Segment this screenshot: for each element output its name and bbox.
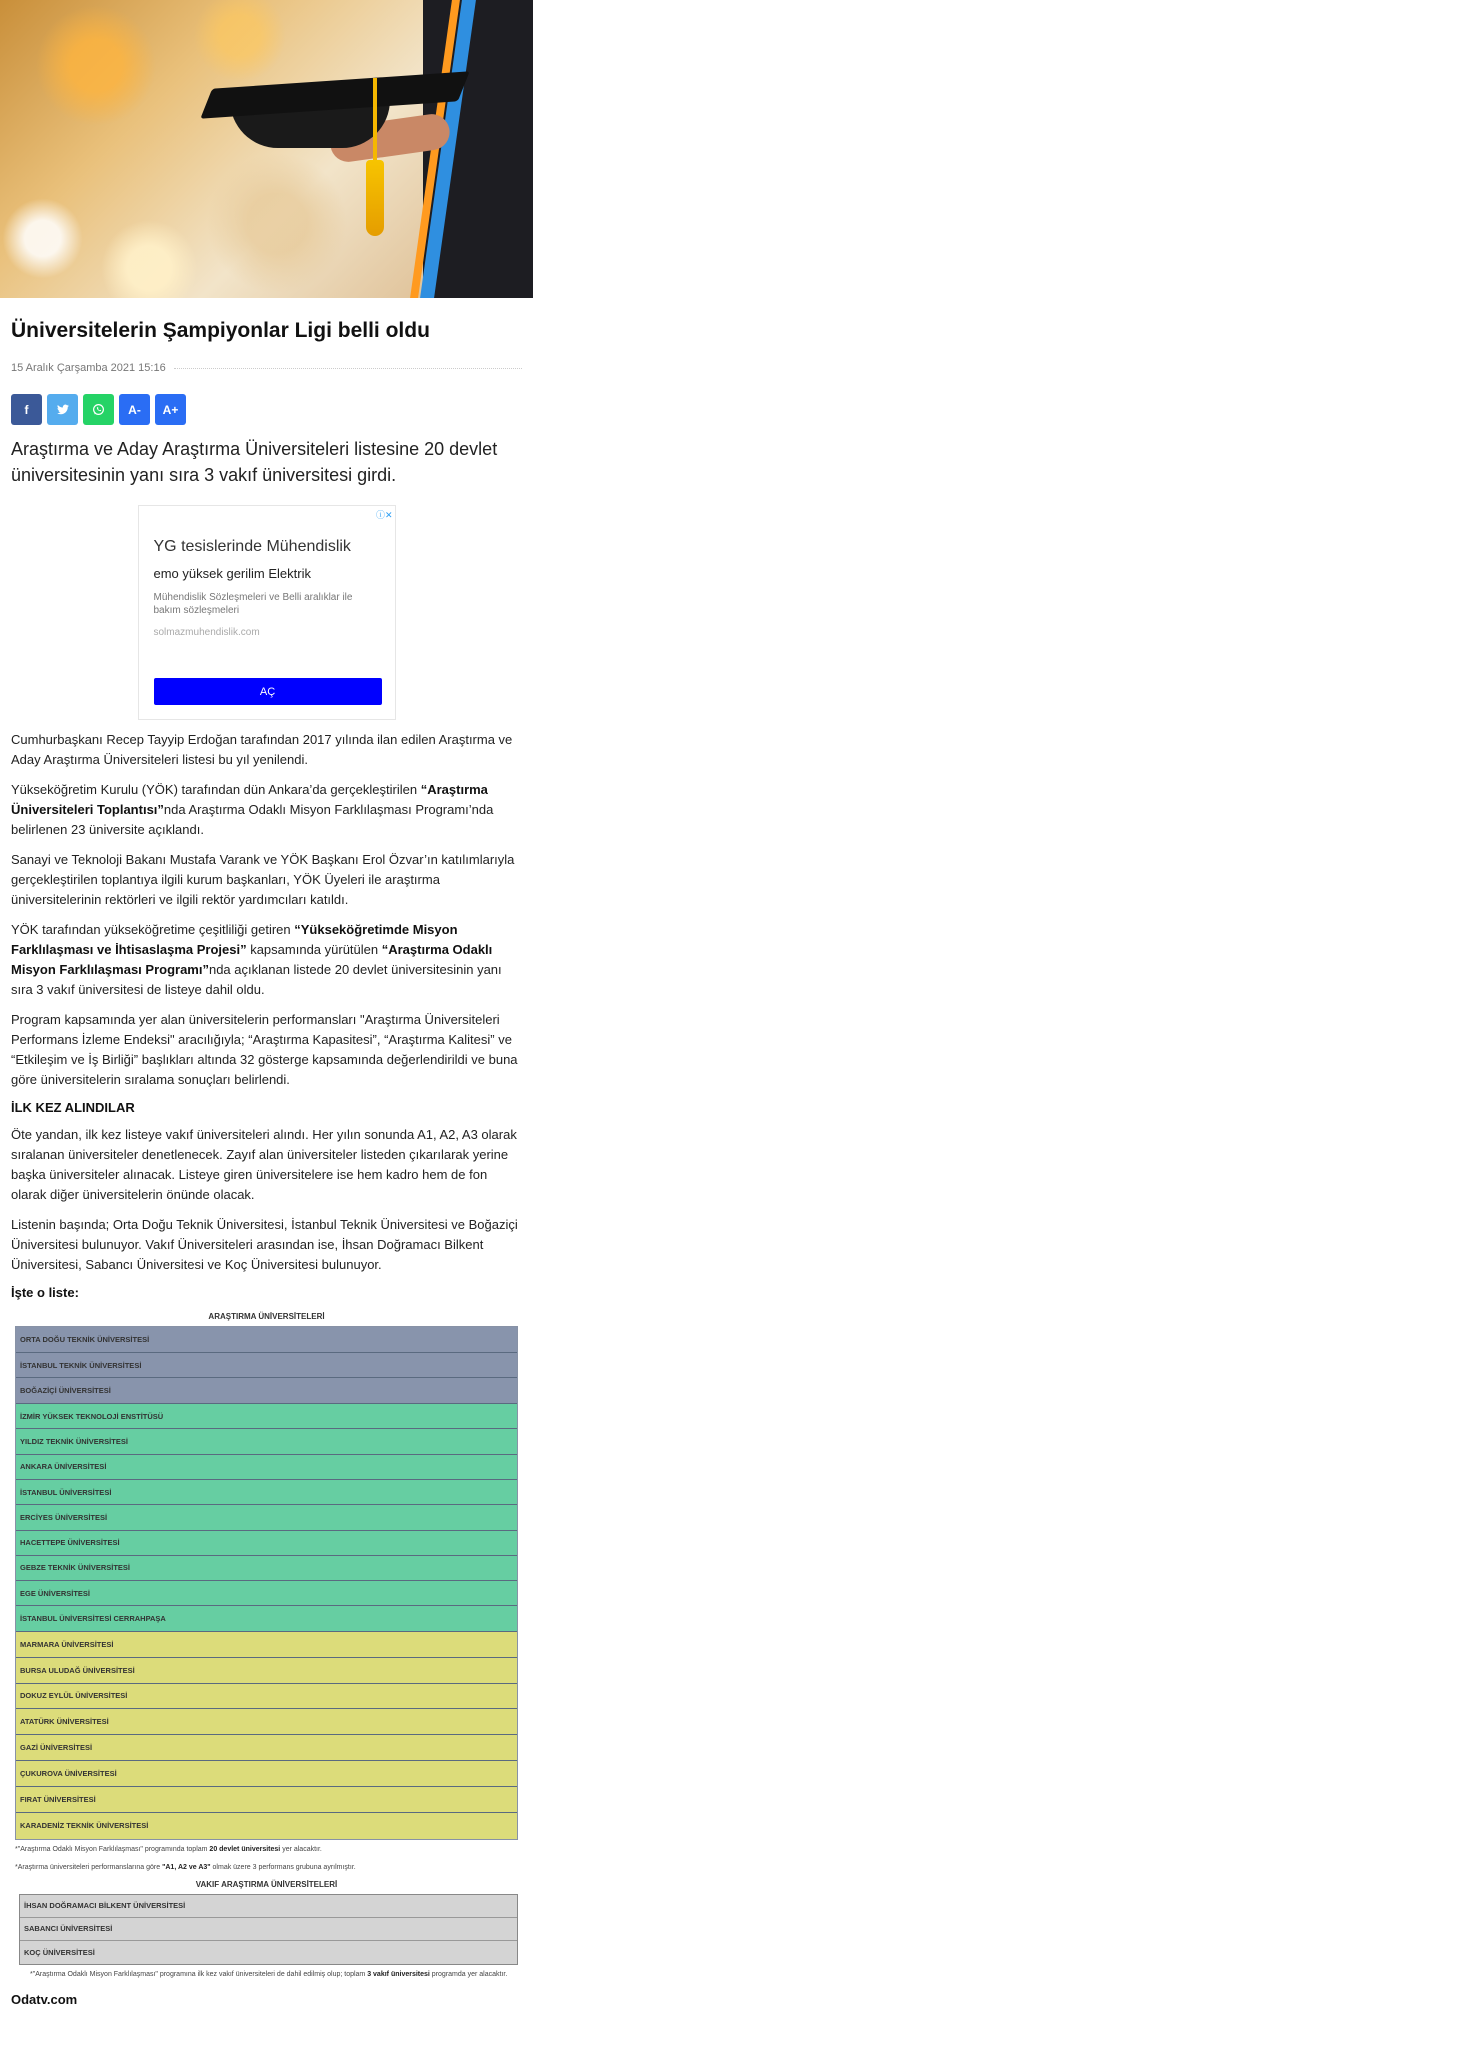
table-row: ÇUKUROVA ÜNİVERSİTESİ xyxy=(16,1761,517,1787)
meta-divider xyxy=(174,368,522,369)
tassel-cord-graphic xyxy=(373,78,377,168)
table-row: GAZİ ÜNİVERSİTESİ xyxy=(16,1735,517,1761)
foundation-universities-table xyxy=(11,1880,522,1980)
advertisement[interactable] xyxy=(138,505,396,720)
table-row: YILDIZ TEKNİK ÜNİVERSİTESİ xyxy=(16,1429,517,1454)
table-row: KOÇ ÜNİVERSİTESİ xyxy=(20,1941,517,1964)
twitter-share-button[interactable] xyxy=(47,394,78,425)
facebook-share-button[interactable] xyxy=(11,394,42,425)
table-body xyxy=(19,1894,518,1965)
article-spot: Araştırma ve Aday Araştırma Üniversiteleri listesine 20 devlet üniversitesinin yanı sıra 3 vakıf üniversitesi girdi. xyxy=(11,439,498,485)
share-bar xyxy=(11,394,522,425)
paragraph: Yükseköğretim Kurulu (YÖK) tarafından dün Ankara’da gerçekleştirilen “Araştırma Üniversiteleri Toplantısı”nda Araştırma Odaklı Misyon Farklılaşması Programı’nda belirlenen 23 üniversite açıklandı. xyxy=(11,782,494,837)
font-decrease-button[interactable]: A- xyxy=(119,394,150,425)
table-note: *"Araştırma Odaklı Misyon Farklılaşması" programında toplam 20 devlet üniversitesi yer alacaktır. xyxy=(15,1845,322,1853)
research-universities-table xyxy=(11,1312,522,1873)
adchoices-icon[interactable]: ⓘ✕ xyxy=(375,510,393,520)
paragraph: Cumhurbaşkanı Recep Tayyip Erdoğan tarafından 2017 yılında ilan edilen Araştırma ve Aday Araştırma Üniversiteleri listesi bu yıl yenilendi. xyxy=(11,732,513,767)
article-body xyxy=(11,730,522,2007)
table-row: İSTANBUL ÜNİVERSİTESİ CERRAHPAŞA xyxy=(16,1606,517,1631)
article-source[interactable]: Odatv.com xyxy=(11,1991,78,2007)
table-row: MARMARA ÜNİVERSİTESİ xyxy=(16,1632,517,1658)
font-increase-button[interactable]: A+ xyxy=(155,394,186,425)
table-row: İSTANBUL ÜNİVERSİTESİ xyxy=(16,1480,517,1505)
article-column xyxy=(0,0,533,2007)
table-row: KARADENİZ TEKNİK ÜNİVERSİTESİ xyxy=(16,1813,517,1839)
table-body xyxy=(15,1326,518,1840)
whatsapp-icon xyxy=(92,403,105,416)
paragraph: Listenin başında; Orta Doğu Teknik Üniversitesi, İstanbul Teknik Üniversitesi ve Boğaziçi Üniversitesi bulunuyor. Vakıf Üniversiteleri arasından ise, İhsan Doğramacı Bilkent Üniversitesi, Sabancı Üniversitesi ve Koç Üniversitesi bulunuyor. xyxy=(11,1217,518,1272)
ad-open-button[interactable]: AÇ xyxy=(154,678,382,705)
list-heading: İşte o liste: xyxy=(11,1285,79,1300)
table-note: *"Araştırma Odaklı Misyon Farklılaşması" programına ilk kez vakıf üniversiteleri de dahil edilmiş olup; toplam 3 vakıf üniversitesi programda yer alacaktır. xyxy=(30,1970,508,1978)
table-row: ANKARA ÜNİVERSİTESİ xyxy=(16,1455,517,1480)
table-note: *Araştırma üniversiteleri performanslarına göre "A1, A2 ve A3" olmak üzere 3 performans grubuna ayrılmıştır. xyxy=(15,1863,356,1871)
table-row: ERCİYES ÜNİVERSİTESİ xyxy=(16,1505,517,1530)
table-row: FIRAT ÜNİVERSİTESİ xyxy=(16,1787,517,1813)
table-row: İZMİR YÜKSEK TEKNOLOJİ ENSTİTÜSÜ xyxy=(16,1404,517,1429)
table-row: HACETTEPE ÜNİVERSİTESİ xyxy=(16,1531,517,1556)
table-caption: VAKIF ARAŞTIRMA ÜNİVERSİTELERİ xyxy=(195,1879,338,1889)
table-row: SABANCI ÜNİVERSİTESİ xyxy=(20,1918,517,1941)
graduation-gown-graphic xyxy=(423,0,533,298)
whatsapp-share-button[interactable] xyxy=(83,394,114,425)
ad-description: Mühendislik Sözleşmeleri ve Belli aralıklar ile bakım sözleşmeleri xyxy=(153,592,353,616)
table-row: EGE ÜNİVERSİTESİ xyxy=(16,1581,517,1606)
article-meta xyxy=(11,360,522,376)
table-row: GEBZE TEKNİK ÜNİVERSİTESİ xyxy=(16,1556,517,1581)
table-row: BURSA ULUDAĞ ÜNİVERSİTESİ xyxy=(16,1658,517,1684)
article-title: Üniversitelerin Şampiyonlar Ligi belli oldu xyxy=(11,319,430,342)
table-row: ORTA DOĞU TEKNİK ÜNİVERSİTESİ xyxy=(16,1327,517,1353)
publish-date: 15 Aralık Çarşamba 2021 15:16 xyxy=(11,362,166,374)
table-row: İSTANBUL TEKNİK ÜNİVERSİTESİ xyxy=(16,1353,517,1379)
ad-headline[interactable]: YG tesislerinde Mühendislik xyxy=(153,538,351,555)
tassel-graphic xyxy=(366,160,384,236)
table-row: ATATÜRK ÜNİVERSİTESİ xyxy=(16,1709,517,1735)
table-row: DOKUZ EYLÜL ÜNİVERSİTESİ xyxy=(16,1684,517,1710)
hero-image xyxy=(0,0,533,298)
twitter-icon xyxy=(57,404,69,415)
table-row: İHSAN DOĞRAMACI BİLKENT ÜNİVERSİTESİ xyxy=(20,1895,517,1918)
ad-subline: emo yüksek gerilim Elektrik xyxy=(153,566,311,581)
paragraph: Program kapsamında yer alan üniversitelerin performansları "Araştırma Üniversiteleri Performans İzleme Endeksi" aracılığıyla; “Araştırma Kapasitesi”, “Araştırma Kalitesi” ve “Etkileşim ve İş Birliği” başlıkları altında 32 gösterge kapsamında değerlendirildi ve buna göre üniversitelerin sıralama sonuçları belirlendi. xyxy=(11,1012,518,1087)
table-row: BOĞAZİÇİ ÜNİVERSİTESİ xyxy=(16,1378,517,1404)
ad-url[interactable]: solmazmuhendislik.com xyxy=(153,627,260,638)
paragraph: Öte yandan, ilk kez listeye vakıf üniversiteleri alındı. Her yılın sonunda A1, A2, A3 olarak sıralanan üniversiteler denetlenecek. Zayıf alan üniversiteler listeden çıkarılarak yerine başka üniversiteler alınacak. Listeye giren üniversitelere ise hem kadro hem de fon olarak diğer üniversitelerin önünde olacak. xyxy=(11,1127,517,1202)
table-caption: ARAŞTIRMA ÜNİVERSİTELERİ xyxy=(208,1312,325,1321)
paragraph: YÖK tarafından yükseköğretime çeşitliliği getiren “Yükseköğretimde Misyon Farklılaşması ve İhtisaslaşma Projesi” kapsamında yürütülen “Araştırma Odaklı Misyon Farklılaşması Programı”nda açıklanan listede 20 devlet üniversitesinin yanı sıra 3 vakıf üniversitesi de listeye dahil oldu. xyxy=(11,922,502,997)
facebook-icon: f xyxy=(24,402,29,417)
subheading: İLK KEZ ALINDILAR xyxy=(11,1100,135,1115)
paragraph: Sanayi ve Teknoloji Bakanı Mustafa Varank ve YÖK Başkanı Erol Özvar’ın katılımlarıyla gerçekleştirilen toplantıya ilgili kurum başkanları, YÖK Üyeleri ile araştırma üniversitelerinin rektörleri ve ilgili rektör yardımcıları katıldı. xyxy=(11,852,515,907)
